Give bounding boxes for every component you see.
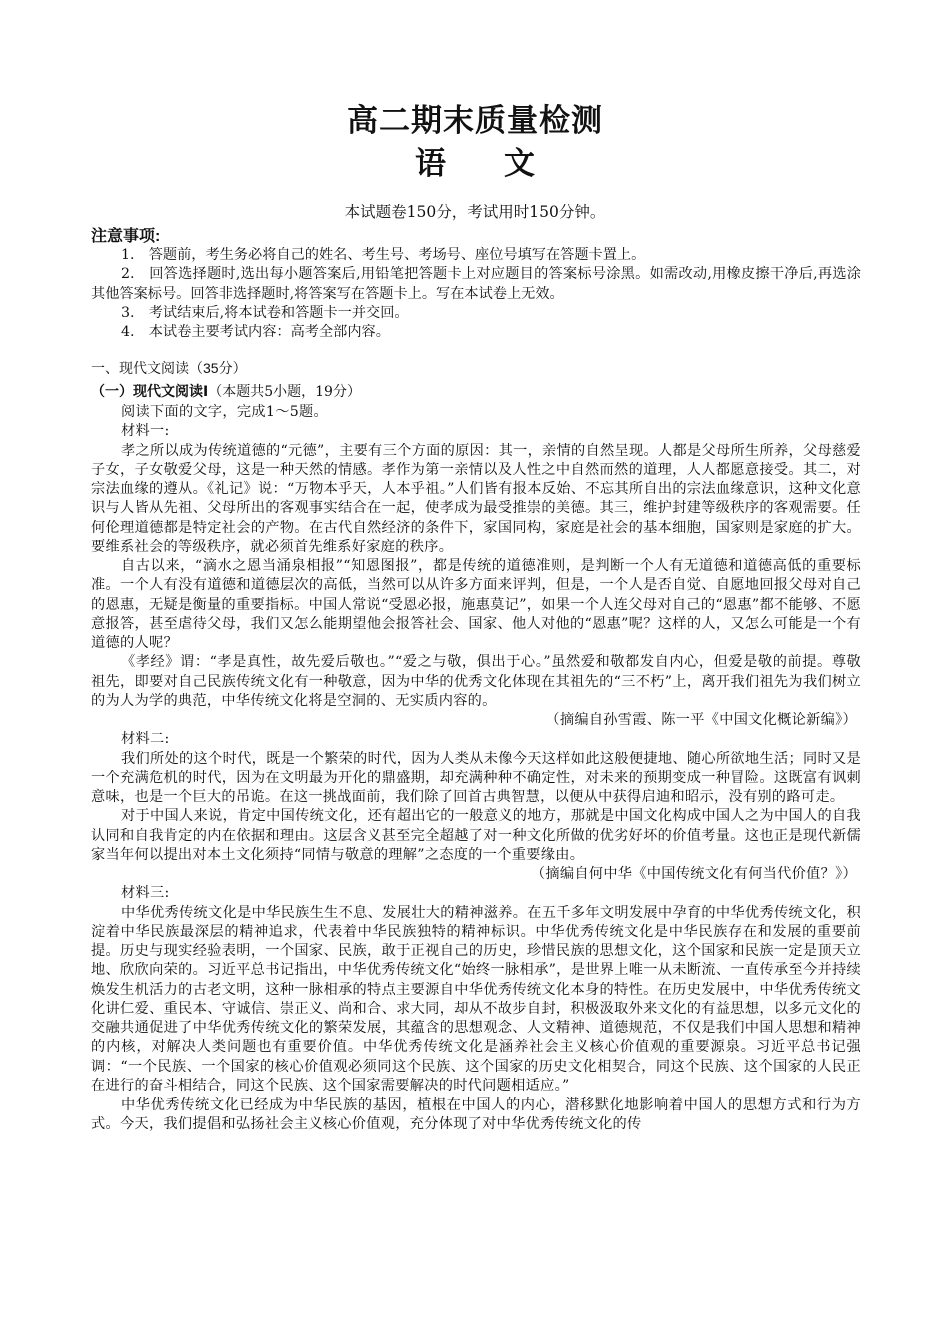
subject-char-1: 语 (415, 146, 446, 182)
source-citation: （摘编自何中华《中国传统文化有何当代价值？》） (530, 866, 857, 882)
exam-info: 本试题卷150分，考试用时150分钟。 (344, 203, 606, 221)
notice-item: 2. 回答选择题时,选出每小题答案后,用铅笔把答题卡上对应题目的答案标号涂黑。如需改动,用橡皮擦干净后,再选涂其他答案标号。回答非选择题时,将答案写在答题卡上。写在本试卷上无效。 (91, 266, 861, 302)
subsection-heading (91, 381, 361, 401)
notice-list (91, 246, 861, 342)
material-label: 材料二: (121, 731, 170, 748)
paragraph: 中华优秀传统文化已经成为中华民族的基因，植根在中国人的内心，潜移默化地影响着中国人的思想方式和行为方式。今天，我们提倡和弘扬社会主义核心价值观，充分体现了对中华优秀传统文化的传 (91, 1097, 861, 1133)
paragraph: 中华优秀传统文化是中华民族生生不息、发展壮大的精神滋养。在五千多年文明发展中孕育的中华优秀传统文化，积淀着中华民族最深层的精神追求，代表着中华民族独特的精神标识。中华优秀传统文化是中华民族存在和发展的重要前提。历史与现实经验表明，一个国家、民族，敢于正视自己的历史，珍惜民族的思想文化，这个国家和民族一定是顶天立地、欣欣向荣的。习近平总书记指出，中华优秀传统文化“始终一脉相承”，是世界上唯一从未断流、一直传承至今并持续焕发生机活力的古老文明，这种一脉相承的特点主要源自中华优秀传统文化本身的特性。在历史发展中，中华优秀传统文化讲仁爱、重民本、守诚信、崇正义、尚和合、求大同，却从不故步自封，积极汲取外来文化的有益思想，以多元文化的交融共通促进了中华优秀传统文化的繁荣发展，其蕴含的思想观念、人文精神、道德规范，不仅是我们中国人思想和精神的内核，对解决人类问题也有重要价值。中华优秀传统文化是涵养社会主义核心价值观的重要源泉。习近平总书记强调：“一个民族、一个国家的核心价值观必须同这个民族、这个国家的历史文化相契合，同这个民族、这个国家的人民正在进行的奋斗相结合，同这个民族、这个国家需要解决的时代问题相适应。” (91, 904, 861, 1094)
paragraph: 孝之所以成为传统道德的“元德”，主要有三个方面的原因：其一，亲情的自然呈现。人都是父母所生所养，父母慈爱子女，子女敬爱父母，这是一种天然的情感。孝作为第一亲情以及人性之中自然而然的道理，人人都愿意接受。其二，对宗法血缘的遵从。《礼记》说：“万物本乎天，人本乎祖。”人们皆有报本反始、不忘其所自出的宗法血缘意识，这种文化意识与人皆从先祖、父母所出的客观事实结合在一起，使孝成为最受推崇的美德。其三，维护封建等级秩序的客观需要。任何伦理道德都是特定社会的产物。在古代自然经济的条件下，家国同构，家庭是社会的基本细胞，国家则是家庭的扩大。要维系社会的等级秩序，就必须首先维系好家庭的秩序。 (91, 442, 861, 555)
notice-item: 1. 答题前，考生务必将自己的姓名、考生号、考场号、座位号填写在答题卡置上。 (121, 247, 646, 263)
paragraph: 《孝经》谓：“孝是真性，故先爱后敬也。”“爱之与敬，俱出于心。”虽然爱和敬都发自内心，但爱是敬的前提。尊敬祖先，即要对自己民族传统文化有一种敬意，因为中华的优秀文化体现在其祖先的“三不朽”上，离开我们祖先为我们树立的为人为学的典范，中华传统文化将是空洞的、无实质内容的。 (91, 654, 861, 709)
material-label: 材料三: (121, 885, 170, 902)
material-label: 材料一: (121, 423, 170, 440)
subsection-note: （本题共5小题，19分） (208, 384, 361, 400)
subject-char-2: 文 (504, 146, 535, 182)
subject-title (0, 138, 950, 183)
notice-heading: 注意事项: (91, 228, 161, 245)
section-heading: 一、现代文阅读（35分） (91, 360, 247, 376)
notice-item: 4. 本试卷主要考试内容：高考全部内容。 (121, 324, 390, 341)
exam-title: 高二期末质量检测 (347, 103, 603, 139)
subsection-title: （一）现代文阅读Ⅰ (91, 383, 209, 399)
reading-passage (91, 403, 861, 1135)
instruction: 阅读下面的文字，完成1～5题。 (121, 404, 328, 420)
source-citation: （摘编自孙雪霞、陈一平《中国文化概论新编》） (545, 712, 857, 728)
paragraph: 自古以来，“滴水之恩当涌泉相报”“知恩图报”，都是传统的道德准则，是判断一个人有无道德和道德高低的重要标准。一个人有没有道德和道德层次的高低，当然可以从许多方面来评判，但是，一个人是否自觉、自愿地回报父母对自己的恩惠，无疑是衡量的重要指标。中国人常说“受恩必报，施惠莫记”，如果一个人连父母对自己的“恩惠”都不能够、不愿意报答，甚至虐待父母，我们又怎么能期望他会报答社会、国家、他人对他的“恩惠”呢？这样的人，又怎么可能是一个有道德的人呢？ (91, 558, 861, 651)
paragraph: 我们所处的这个时代，既是一个繁荣的时代，因为人类从未像今天这样如此这般便捷地、随心所欲地生活；同时又是一个充满危机的时代，因为在文明最为开化的鼎盛期，却充满种种不确定性，对未来的预期变成一种冒险。这既富有讽刺意味，也是一个巨大的吊诡。在这一挑战面前，我们除了回首古典智慧，以便从中获得启迪和昭示，没有别的路可走。 (91, 750, 861, 805)
notice-item: 3. 考试结束后,将本试卷和答题卡一并交回。 (121, 304, 409, 321)
paragraph: 对于中国人来说，肯定中国传统文化，还有超出它的一般意义的地方，那就是中国文化构成中国人之为中国人的自我认同和自我肯定的内在依据和理由。这层含义甚至完全超越了对一种文化所做的优劣好坏的价值考量。这也正是现代新儒家当年何以提出对本土文化须持“同情与敬意的理解”之态度的一个重要缘由。 (91, 808, 861, 863)
